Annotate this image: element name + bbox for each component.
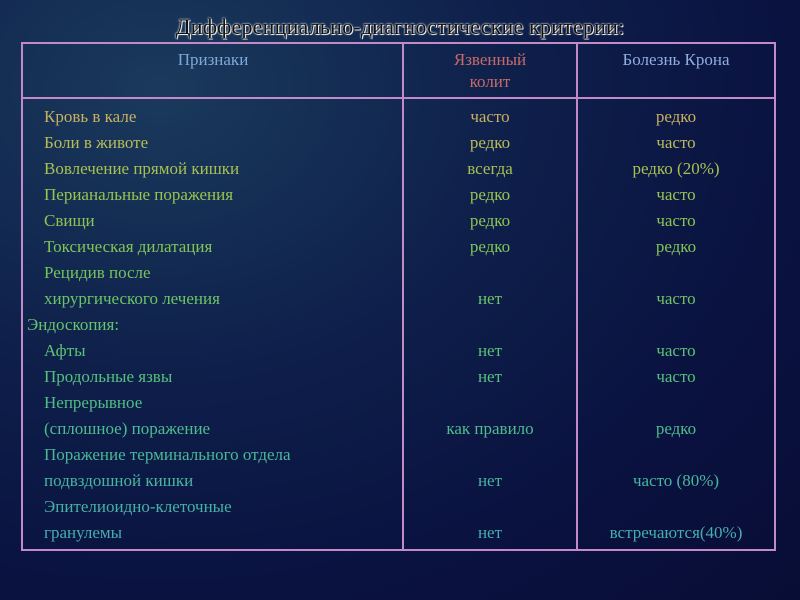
sign-cell: Боли в животе bbox=[44, 133, 149, 152]
crohn-cell: редко (20%) bbox=[632, 159, 720, 178]
uc-cell: нет bbox=[477, 341, 503, 360]
table-row bbox=[0, 130, 800, 156]
table-body bbox=[0, 104, 800, 546]
table-row bbox=[0, 312, 800, 338]
crohn-cell: встречаются(40%) bbox=[609, 523, 743, 542]
crohn-cell: редко bbox=[655, 419, 697, 438]
uc-cell: нет bbox=[477, 471, 503, 490]
sign-cell: Эндоскопия: bbox=[27, 315, 120, 334]
header-ulcerative-colitis bbox=[404, 49, 576, 93]
sign-cell: Афты bbox=[44, 341, 86, 360]
header-uc-line1: Язвенный bbox=[453, 50, 527, 69]
crohn-cell: часто bbox=[656, 289, 696, 308]
table-row bbox=[0, 468, 800, 494]
table-row bbox=[0, 390, 800, 416]
sign-cell: Продольные язвы bbox=[44, 367, 173, 386]
uc-cell: редко bbox=[469, 133, 511, 152]
table-row bbox=[0, 442, 800, 468]
uc-cell: нет bbox=[477, 523, 503, 542]
sign-cell: Перианальные поражения bbox=[44, 185, 234, 204]
table-top-border bbox=[21, 42, 776, 44]
uc-cell: нет bbox=[477, 367, 503, 386]
sign-cell: Свищи bbox=[44, 211, 95, 230]
table-row bbox=[0, 494, 800, 520]
uc-cell: всегда bbox=[467, 159, 513, 178]
table-row bbox=[0, 182, 800, 208]
table-row bbox=[0, 104, 800, 130]
table-row bbox=[0, 156, 800, 182]
crohn-cell: часто (80%) bbox=[632, 471, 720, 490]
header-crohn: Болезнь Крона bbox=[622, 50, 730, 69]
uc-cell: редко bbox=[469, 185, 511, 204]
sign-cell: Эпителиоидно-клеточные bbox=[44, 497, 232, 516]
sign-cell: (сплошное) поражение bbox=[44, 419, 211, 438]
crohn-cell: часто bbox=[656, 367, 696, 386]
table-row bbox=[0, 338, 800, 364]
uc-cell: редко bbox=[469, 237, 511, 256]
slide-title: Дифференциально-диагностические критерии: bbox=[175, 14, 625, 39]
header-signs: Признаки bbox=[177, 50, 249, 69]
sign-cell: Поражение терминального отдела bbox=[44, 445, 291, 464]
crohn-cell: часто bbox=[656, 185, 696, 204]
header-uc-line2: колит bbox=[469, 72, 511, 91]
uc-cell: как правило bbox=[446, 419, 534, 438]
sign-cell: Вовлечение прямой кишки bbox=[44, 159, 240, 178]
uc-cell: редко bbox=[469, 211, 511, 230]
table-row bbox=[0, 520, 800, 546]
sign-cell: Непрерывное bbox=[44, 393, 143, 412]
sign-cell: Рецидив после bbox=[44, 263, 151, 282]
crohn-cell: часто bbox=[656, 341, 696, 360]
sign-cell: Токсическая дилатация bbox=[44, 237, 213, 256]
header-divider bbox=[21, 97, 776, 99]
sign-cell: хирургического лечения bbox=[44, 289, 220, 308]
crohn-cell: редко bbox=[655, 237, 697, 256]
sign-cell: подвздошной кишки bbox=[44, 471, 194, 490]
table-row bbox=[0, 286, 800, 312]
table-row bbox=[0, 234, 800, 260]
crohn-cell: редко bbox=[655, 107, 697, 126]
table-row bbox=[0, 260, 800, 286]
table-row bbox=[0, 416, 800, 442]
table-row bbox=[0, 208, 800, 234]
uc-cell: часто bbox=[470, 107, 510, 126]
table-bottom-border bbox=[21, 549, 776, 551]
sign-cell: гранулемы bbox=[44, 523, 123, 542]
uc-cell: нет bbox=[477, 289, 503, 308]
sign-cell: Кровь в кале bbox=[44, 107, 137, 126]
table-row bbox=[0, 364, 800, 390]
crohn-cell: часто bbox=[656, 211, 696, 230]
crohn-cell: часто bbox=[656, 133, 696, 152]
